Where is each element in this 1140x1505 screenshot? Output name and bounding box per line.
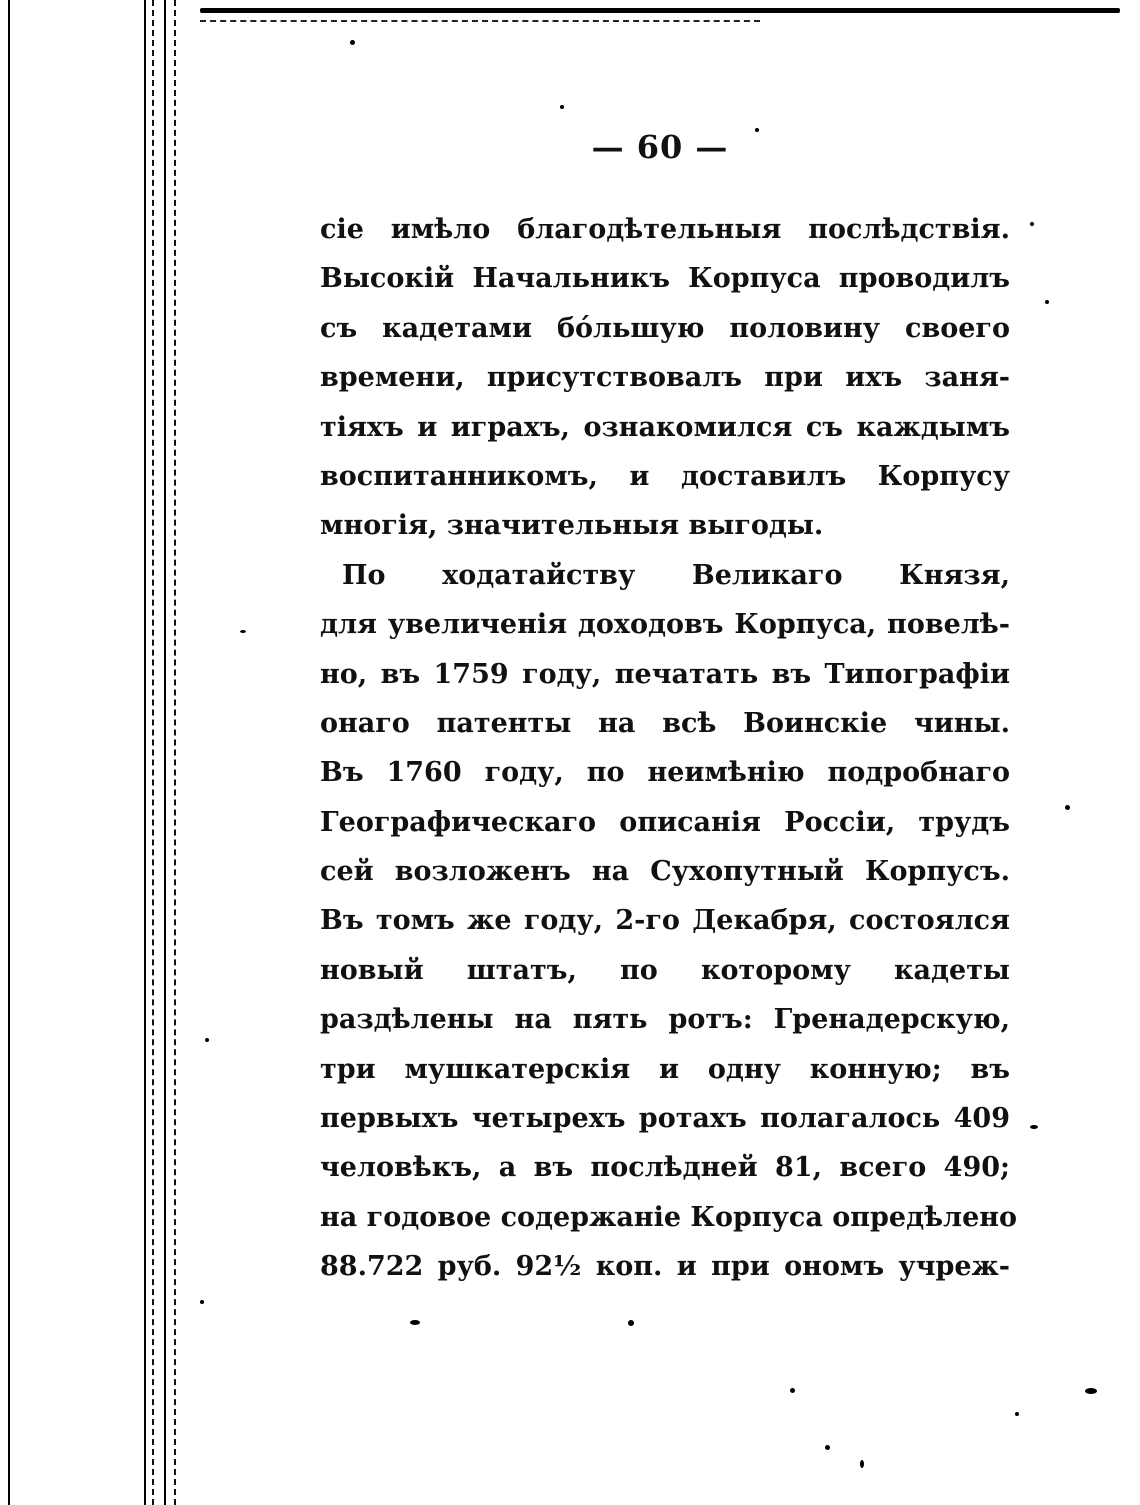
scan-speck (825, 1445, 830, 1450)
text-line: 88.722 руб. 92½ коп. и при ономъ учреж- (320, 1251, 1010, 1283)
text-line: онаго патенты на всѣ Воинскіе чины. (320, 707, 1010, 739)
scan-speck (560, 105, 564, 109)
scan-speck (628, 1320, 634, 1326)
body-text (320, 205, 1018, 1292)
text-line-paragraph-start: По ходатайству Великаго Князя, (342, 559, 1010, 591)
text-line: но, въ 1759 году, печатать въ Типографіи (320, 658, 1010, 690)
text-line: съ кадетами бо́льшую половину своего (320, 312, 1010, 344)
text-line: человѣкъ, а въ послѣдней 81, всего 490; (320, 1152, 1010, 1184)
text-line: времени, присутствовалъ при ихъ заня- (320, 362, 1010, 394)
text-line: на годовое содержаніе Корпуса опредѣлено (320, 1201, 1018, 1233)
edge-line (144, 0, 146, 1505)
top-rule (200, 8, 1120, 13)
scan-speck (1030, 222, 1034, 226)
scan-speck (1045, 300, 1049, 304)
text-line: сей возложенъ на Сухопутный Корпусъ. (320, 856, 1010, 888)
edge-line (174, 0, 176, 1505)
scan-speck (1015, 1412, 1019, 1416)
edge-line (164, 0, 166, 1505)
scan-speck (1030, 1125, 1038, 1129)
text-line: новый штатъ, по которому кадеты (320, 954, 1010, 986)
text-line: воспитанникомъ, и доставилъ Корпусу (320, 460, 1010, 492)
text-line: сіе имѣло благодѣтельныя послѣдствія. (320, 214, 1010, 245)
scan-speck (790, 1388, 795, 1393)
text-line: Высокій Начальникъ Корпуса проводилъ (320, 263, 1010, 295)
scan-speck (410, 1320, 420, 1325)
top-rule-dashed (200, 20, 760, 22)
left-margin-line (8, 0, 10, 1505)
text-line: тіяхъ и играхъ, ознакомился съ каждымъ (320, 411, 1010, 443)
text-line: для увеличенія доходовъ Корпуса, повелѣ- (320, 609, 1010, 641)
text-line: Въ 1760 году, по неимѣнію подробнаго (320, 757, 1010, 789)
text-line: многія, значительныя выгоды. (320, 510, 824, 542)
text-line: первыхъ четырехъ ротахъ полагалось 409 (320, 1103, 1010, 1135)
scan-speck (860, 1460, 864, 1468)
scan-speck (1065, 805, 1070, 810)
text-line: Географическаго описанія Россіи, трудъ (320, 806, 1010, 838)
scan-speck (1085, 1388, 1097, 1394)
text-line: три мушкатерскія и одну конную; въ (320, 1053, 1010, 1085)
text-line: Въ томъ же году, 2-го Декабря, состоялся (320, 905, 1010, 937)
scan-speck (205, 1038, 209, 1042)
scan-speck (755, 128, 759, 132)
scan-speck (350, 40, 355, 45)
scan-speck (240, 630, 246, 633)
edge-line (152, 0, 154, 1505)
scanner-edge-artifacts (130, 0, 190, 1505)
page-number: — 60 — (591, 128, 729, 166)
scan-speck (200, 1300, 204, 1304)
text-line: раздѣлены на пять ротъ: Гренадерскую, (320, 1004, 1010, 1036)
